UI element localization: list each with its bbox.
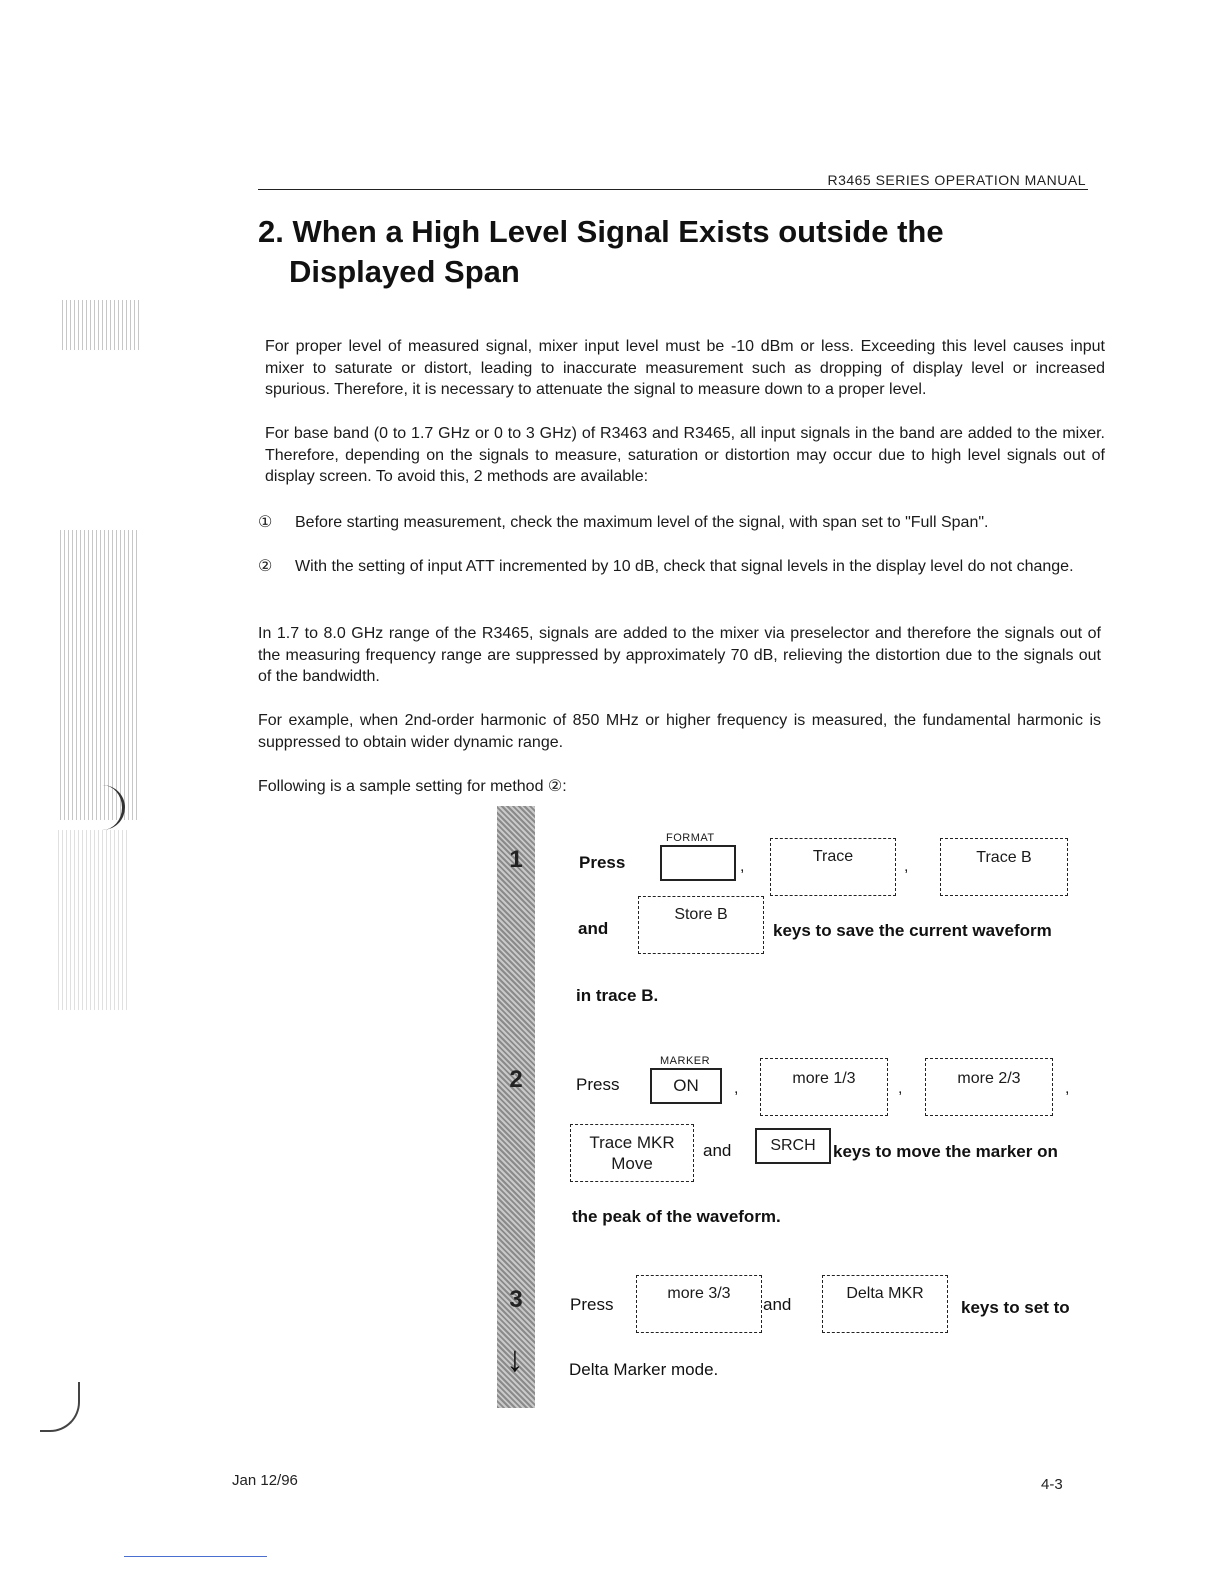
marker-key-caption: MARKER (660, 1055, 711, 1067)
step-number-1: 1 (509, 846, 523, 873)
step2-instruction: keys to move the marker on (833, 1142, 1058, 1161)
scan-speckle (60, 530, 140, 820)
header-rule (258, 189, 1088, 190)
trace-softkey[interactable]: Trace (770, 838, 896, 896)
procedure-step-bar (497, 806, 535, 1408)
paragraph-mixer-level: For proper level of measured signal, mixer input level must be -10 dBm or less. Exceeding this level causes input mixer to saturate or distort, leading to inaccurate measurement such as dropping of display level or increased spurious. Therefore, it is necessary to attenuate the signal to measure down to a proper level. (265, 338, 1105, 398)
more-1-3-softkey[interactable]: more 1/3 (760, 1058, 888, 1116)
more-2-3-softkey[interactable]: more 2/3 (925, 1058, 1053, 1116)
footer-rule (124, 1556, 267, 1557)
format-key-caption: FORMAT (666, 832, 715, 844)
step-number-2: 2 (509, 1066, 523, 1093)
section-title-line2: Displayed Span (289, 254, 520, 289)
step1-press-label: Press (579, 853, 626, 872)
arrow-down-icon: ↓ (506, 1338, 524, 1379)
binder-hole-mark (40, 1382, 80, 1432)
scan-speckle (62, 300, 142, 350)
method-item-1 (258, 512, 1106, 534)
step2-press-label: Press (576, 1075, 620, 1094)
item-text: Before starting measurement, check the maximum level of the signal, with span set to "Full Span". (295, 514, 989, 531)
step-number-3: 3 (509, 1286, 523, 1313)
step3-and-label: and (763, 1295, 792, 1314)
step1-instruction: keys to save the current waveform (773, 921, 1052, 940)
separator-comma: , (904, 858, 909, 875)
separator-comma: , (740, 858, 745, 875)
srch-key[interactable]: SRCH (755, 1128, 831, 1164)
paragraph-base-band: For base band (0 to 1.7 GHz or 0 to 3 GHz) of R3463 and R3465, all input signals in the band are added to the mixer. Therefore, depending on the signals to measure, saturation or distortion may occur due to high level signals out of display screen. To avoid this, 2 methods are available: (265, 425, 1105, 485)
paragraph-example: For example, when 2nd-order harmonic of 850 MHz or higher frequency is measured, the fundamental harmonic is suppressed to obtain wider dynamic range. (258, 712, 1101, 751)
binder-hole-mark (82, 785, 125, 830)
delta-mkr-softkey[interactable]: Delta MKR (822, 1275, 948, 1333)
footer-date: Jan 12/96 (232, 1472, 298, 1489)
trace-b-softkey[interactable]: Trace B (940, 838, 1068, 896)
sample-intro: Following is a sample setting for method ②: (258, 778, 567, 795)
separator-comma: , (898, 1080, 903, 1097)
item-number: ② (258, 558, 273, 575)
scan-speckle (58, 830, 128, 1010)
paragraph-preselector: In 1.7 to 8.0 GHz range of the R3465, signals are added to the mixer via preselector and therefore the signals out of the measuring frequency range are suppressed by approximately 70 dB, relieving the distortion due to the signals out of the bandwidth. (258, 625, 1101, 685)
item-number: ① (258, 514, 273, 531)
step1-instruction-cont: in trace B. (576, 986, 659, 1005)
step3-instruction-cont: Delta Marker mode. (569, 1360, 719, 1379)
separator-comma: , (734, 1080, 739, 1097)
step2-instruction-cont: the peak of the waveform. (572, 1207, 781, 1226)
separator-comma: , (1065, 1080, 1070, 1097)
trace-mkr-move-softkey[interactable] (570, 1124, 694, 1182)
softkey-line: Trace MKR (589, 1133, 675, 1152)
step3-press-label: Press (570, 1295, 614, 1314)
footer-page-number: 4-3 (1041, 1476, 1063, 1493)
section-title-line1: 2. When a High Level Signal Exists outside the (258, 214, 944, 249)
step2-and-label: and (703, 1141, 732, 1160)
step3-instruction: keys to set to (961, 1298, 1070, 1317)
step1-and-label: and (578, 919, 609, 938)
method-item-2 (258, 556, 1106, 578)
marker-on-key[interactable]: ON (650, 1068, 722, 1104)
manual-title: R3465 SERIES OPERATION MANUAL (827, 172, 1086, 188)
item-text: With the setting of input ATT incremented by 10 dB, check that signal levels in the display level do not change. (295, 558, 1074, 575)
more-3-3-softkey[interactable]: more 3/3 (636, 1275, 762, 1333)
store-b-softkey[interactable]: Store B (638, 896, 764, 954)
section-title (258, 212, 944, 292)
format-key[interactable] (660, 845, 736, 881)
softkey-line: Move (611, 1154, 653, 1173)
